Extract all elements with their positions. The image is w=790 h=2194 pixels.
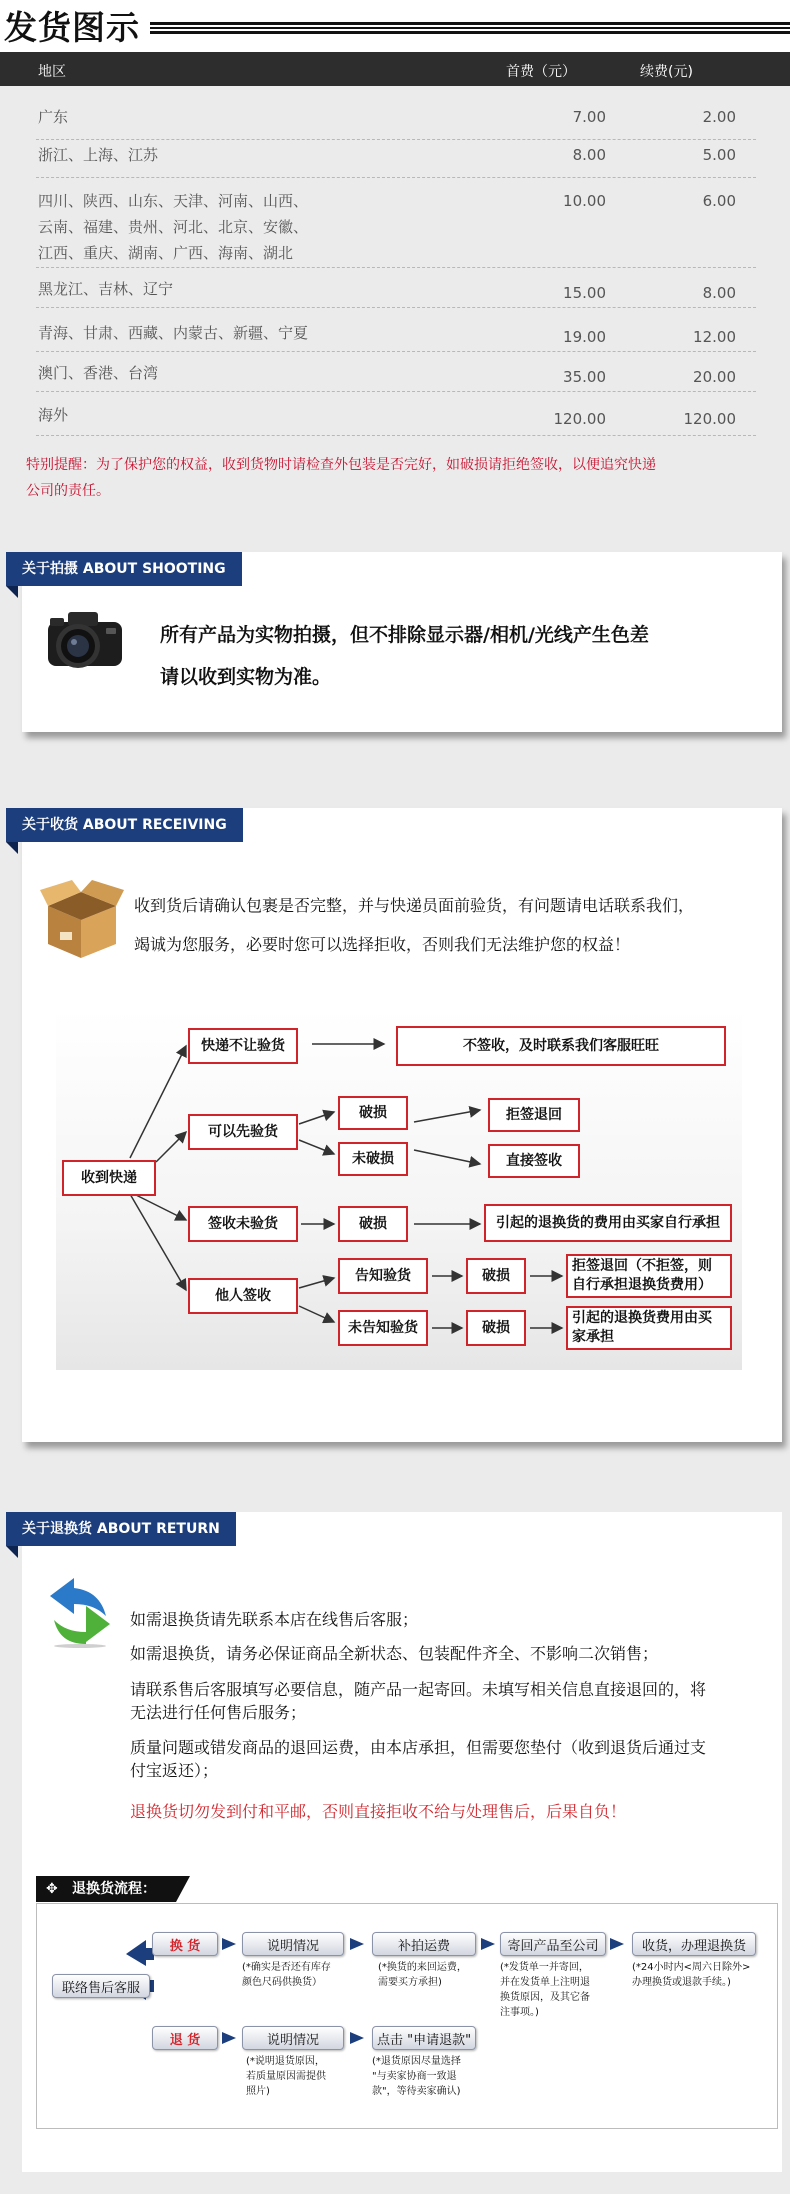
flow-text-line: 引起的退换货费用由买 [572,1310,712,1326]
column-first-fee: 首费（元） [506,64,576,80]
cont-fee-cell: 6.00 [702,192,736,210]
region-line: 四川、陕西、山东、天津、河南、山西、 [38,192,309,210]
notice-line: 公司的责任。 [26,483,110,499]
return-policy-3 [130,1678,770,1724]
cont-fee-cell: 20.00 [693,368,736,386]
explain-step: 说明情况 [242,1932,344,1956]
exchange-arrows-icon [44,1572,116,1648]
first-fee-cell: 35.00 [563,368,606,386]
receive-process-step: 收货，办理退换货 [632,1932,756,1956]
note-line: 并在发货单上注明退 [500,1977,590,1988]
note-send-to-company [500,1960,590,2020]
note-line: 若质量原因需提供 [246,2071,326,2082]
exchange-step: 换 货 [152,1932,218,1956]
flow-damaged-3: 破损 [466,1258,526,1294]
cont-fee-cell: 2.00 [702,108,736,126]
flow-buyer-pays-2 [566,1306,732,1350]
first-fee-cell: 19.00 [563,328,606,346]
note-line: 注事项。) [500,2007,539,2018]
refund-step: 退 货 [152,2026,218,2050]
first-fee-cell: 7.00 [572,108,606,126]
note-line: "与卖家协商一致退 [372,2071,457,2082]
first-fee-cell: 15.00 [563,284,606,302]
flow-not-told-inspect: 未告知验货 [338,1310,428,1346]
region-cell: 青海、甘肃、西藏、内蒙古、新疆、宁夏 [38,324,309,342]
note-line: 需要买方承担) [378,1977,442,1988]
note-line: (*发货单一并寄回， [500,1962,589,1973]
note-line: 办理换货或退款手续。) [632,1977,731,1988]
region-cell: 黑龙江、吉林、辽宁 [38,280,174,298]
note-line: 款"，等待卖家确认) [372,2086,461,2097]
contact-support-step: 联络售后客服 [52,1974,150,1998]
send-to-company-step: 寄回产品至公司 [500,1932,606,1956]
note-receive-process [632,1960,750,1990]
flow-undamaged: 未破损 [338,1142,408,1176]
note-line: (*退货原因尽量选择 [372,2056,461,2067]
note-line: (*说明退货原因， [246,2056,325,2067]
note-line: (*24小时内<周六日除外> [632,1962,751,1973]
receiving-line: 竭诚为您服务，必要时您可以选择拒收，否则我们无法维护您的权益！ [134,935,631,954]
note-line: 颜色尺码供换货） [242,1977,322,1988]
flow-reject-or-buyer-pays [566,1254,732,1298]
region-cell: 澳门、香港、台湾 [38,364,159,382]
flow-damaged-2: 破损 [338,1206,408,1242]
flow-multiline-text [572,1257,712,1295]
shipping-title: 发货图示 [4,8,140,47]
return-policy-4 [130,1736,770,1782]
notice-line: 特别提醒：为了保护您的权益，收到货物时请检查外包装是否完好，如破损请拒绝签收，以便追究快递 [26,457,656,473]
flow-damaged-4: 破损 [466,1310,526,1346]
note-extra-shipping [378,1960,467,1990]
shooting-line: 请以收到实物为准。 [160,666,332,688]
flow-told-inspect: 告知验货 [338,1258,428,1294]
flow-text-line: 拒签退回（不拒签，则 [572,1258,712,1274]
shooting-tag: 关于拍摄 ABOUT SHOOTING [6,552,242,586]
receiving-tag: 关于收货 ABOUT RECEIVING [6,808,243,842]
return-policy-1: 如需退换货请先联系本店在线售后客服； [130,1610,419,1629]
return-warning: 退换货切勿发到付和平邮，否则直接拒收不给与处理售后，后果自负！ [130,1802,627,1821]
flow-multiline-text [572,1309,712,1347]
flow-damaged: 破损 [338,1096,408,1130]
first-fee-cell: 8.00 [572,146,606,164]
return-tag: 关于退换货 ABOUT RETURN [6,1512,236,1546]
policy-line: 无法进行任何售后服务； [130,1703,307,1722]
flow-can-inspect: 可以先验货 [188,1114,298,1150]
move-icon: ✥ [46,1881,58,1897]
cont-fee-cell: 120.00 [683,410,736,428]
flow-text-line: 自行承担退换货费用） [572,1277,712,1293]
extra-shipping-step: 补拍运费 [372,1932,476,1956]
return-policy-2: 如需退换货，请务必保证商品全新状态、包装配件齐全、不影响二次销售； [130,1644,659,1663]
note-refund-explain [246,2054,326,2099]
process-title-text: 退换货流程： [72,1881,156,1897]
region-line: 云南、福建、贵州、河北、北京、安徽、 [38,218,309,236]
return-process-title [36,1876,176,1902]
shooting-line: 所有产品为实物拍摄，但不排除显示器/相机/光线产生色差 [160,624,649,646]
note-line: 照片) [246,2086,270,2097]
flow-sign-direct: 直接签收 [488,1144,580,1178]
cont-fee-cell: 5.00 [702,146,736,164]
note-click-refund [372,2054,461,2099]
flow-text-line: 家承担 [572,1329,614,1345]
column-region: 地区 [38,64,66,80]
note-line: 换货原因，及其它备 [500,1992,590,2003]
refund-explain-step: 说明情况 [242,2026,344,2050]
column-cont-fee: 续费(元) [640,64,693,80]
policy-line: 质量问题或错发商品的退回运费，由本店承担，但需要您垫付（收到退货后通过支 [130,1738,707,1757]
note-line: (*确实是否还有库存 [242,1962,331,1973]
flow-other-sign: 他人签收 [188,1278,298,1314]
region-cell: 浙江、上海、江苏 [38,146,159,164]
flow-no-inspect: 快递不让验货 [188,1028,298,1064]
note-line: (*换货的来回运费， [378,1962,467,1973]
flow-reject-return: 拒签退回 [488,1098,580,1132]
region-line: 江西、重庆、湖南、广西、海南、湖北 [38,244,294,262]
cont-fee-cell: 8.00 [702,284,736,302]
flow-buyer-pays: 引起的退换货的费用由买家自行承担 [484,1204,732,1242]
region-cell: 海外 [38,406,69,424]
flow-start-received: 收到快递 [62,1160,156,1196]
cont-fee-cell: 12.00 [693,328,736,346]
first-fee-cell: 120.00 [553,410,606,428]
receiving-line: 收到货后请确认包裹是否完整，并与快递员面前验货，有问题请电话联系我们， [134,896,695,915]
note-exchange-explain [242,1960,331,1990]
first-fee-cell: 10.00 [563,192,606,210]
policy-line: 请联系售后客服填写必要信息，随产品一起寄回。未填写相关信息直接退回的，将 [130,1680,707,1699]
flow-sign-no-inspect: 签收未验货 [188,1206,298,1242]
flow-no-inspect-result: 不签收，及时联系我们客服旺旺 [396,1026,726,1066]
region-cell: 广东 [38,108,69,126]
policy-line: 付宝返还）； [130,1761,219,1780]
click-refund-step: 点击 "申请退款" [372,2026,476,2050]
